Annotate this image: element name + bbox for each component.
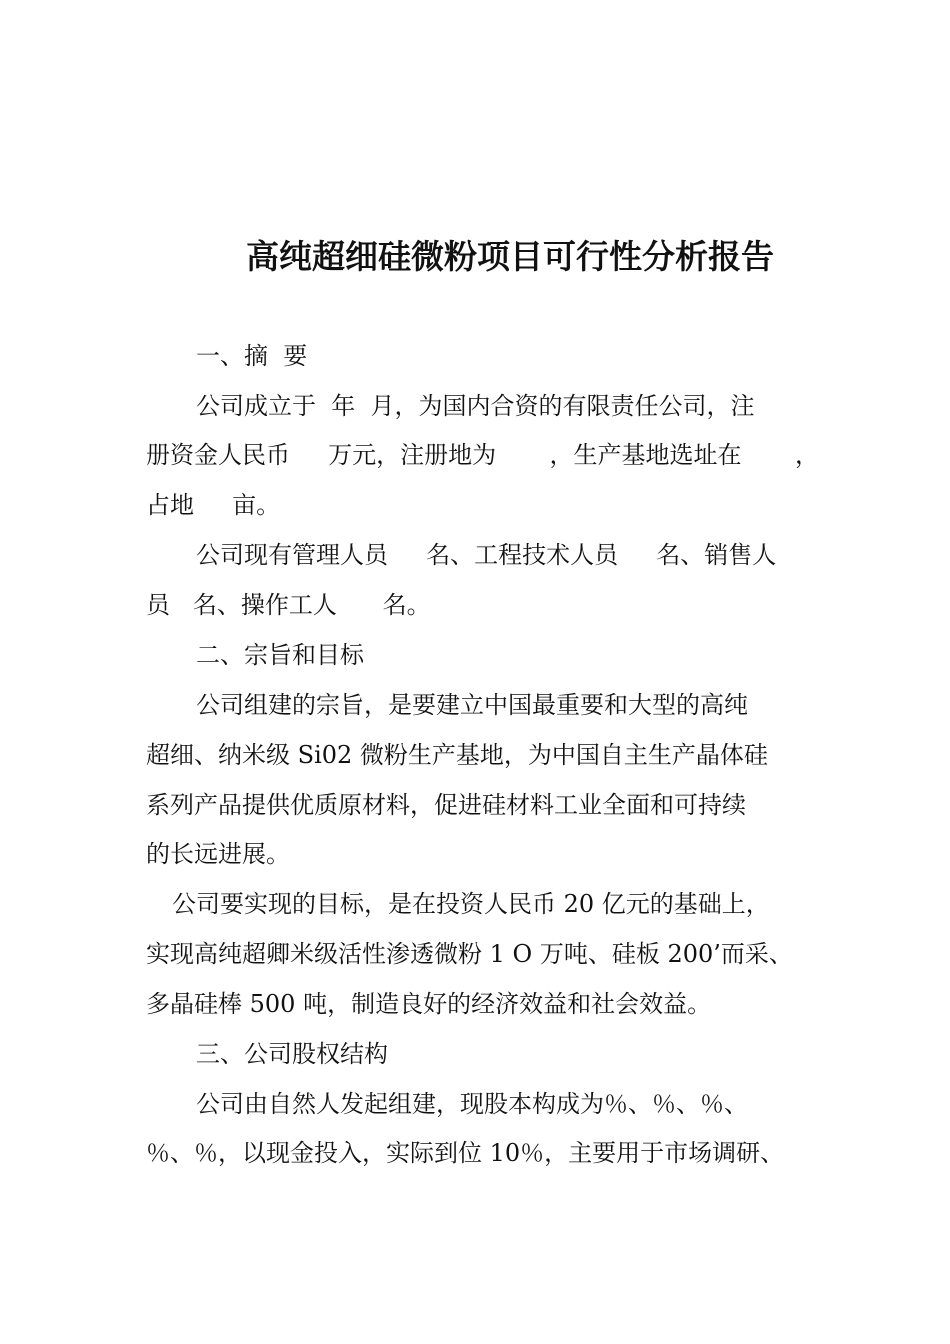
paragraph-line: 超细、纳米级 Si02 微粉生产基地，为中国自主生产晶体硅 bbox=[146, 741, 768, 769]
paragraph-line: 公司由自然人发起组建，现股本构成为％、％、％、 bbox=[196, 1090, 748, 1118]
paragraph-line: 公司组建的宗旨，是要建立中国最重要和大型的高纯 bbox=[196, 691, 748, 719]
paragraph-line: 占地 亩。 bbox=[146, 491, 281, 519]
paragraph-line: 的长远进展。 bbox=[146, 840, 290, 868]
section-heading-equity: 三、公司股权结构 bbox=[196, 1040, 388, 1068]
paragraph-line: 公司现有管理人员 名、工程技术人员 名、销售人 bbox=[196, 541, 777, 569]
paragraph-line: 实现高纯超卿米级活性渗透微粉 1 O 万吨、硅板 200’而采、 bbox=[146, 940, 793, 968]
paragraph-line: 公司要实现的目标，是在投资人民币 20 亿元的基础上， bbox=[172, 890, 770, 918]
paragraph-line: 公司成立于 年 月，为国内合资的有限责任公司，注 bbox=[196, 392, 755, 420]
document-title: 高纯超细硅微粉项目可行性分析报告 bbox=[246, 237, 774, 276]
paragraph-line: ％、％，以现金投入，实际到位 10％，主要用于市场调研、 bbox=[146, 1139, 785, 1167]
paragraph-line: 员 名、操作工人 名。 bbox=[146, 591, 431, 619]
paragraph-line: 多晶硅棒 500 吨，制造良好的经济效益和社会效益。 bbox=[146, 990, 712, 1018]
section-heading-purpose: 二、宗旨和目标 bbox=[196, 641, 364, 669]
paragraph-line: 册资金人民币 万元，注册地为 ，生产基地选址在 ， bbox=[146, 441, 819, 469]
paragraph-line: 系列产品提供优质原材料，促进硅材料工业全面和可持续 bbox=[146, 791, 746, 819]
section-heading-abstract: 一、摘 要 bbox=[196, 342, 308, 370]
